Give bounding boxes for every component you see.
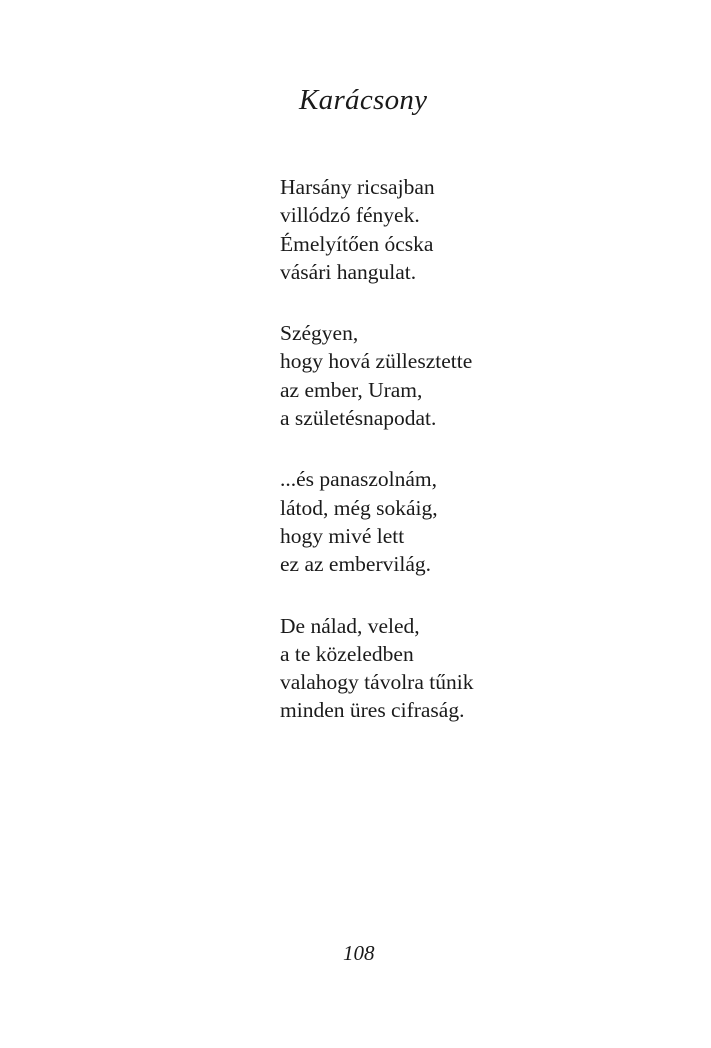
poem-line: vásári hangulat.	[280, 259, 417, 284]
poem-line: hogy mivé lett	[280, 523, 405, 548]
stanza-1	[280, 173, 680, 286]
poem-line: az ember, Uram,	[280, 377, 423, 402]
page-number: 108	[343, 941, 375, 965]
poem-line: ez az embervilág.	[280, 552, 432, 577]
poem-line: Szégyen,	[280, 321, 359, 346]
poem-line: valahogy távolra tűnik	[280, 670, 474, 695]
poem-line: a te közeledben	[280, 641, 414, 666]
poem-line: ...és panaszolnám,	[280, 467, 438, 492]
stanza-2	[280, 319, 680, 432]
stanza-4	[280, 612, 680, 725]
poem-line: hogy hová züllesztette	[280, 349, 473, 374]
stanza-3	[280, 465, 680, 578]
poem-line: De nálad, veled,	[280, 613, 420, 638]
poem-line: látod, még sokáig,	[280, 495, 438, 520]
poem-title: Karácsony	[299, 84, 428, 116]
poem-line: villódzó fények.	[280, 203, 420, 228]
poem-body	[280, 173, 680, 758]
poem-line: minden üres cifraság.	[280, 698, 465, 723]
poem-line: Harsány ricsajban	[280, 175, 435, 199]
poem-line: Émelyítően ócska	[280, 231, 434, 256]
poem-line: a születésnapodat.	[280, 406, 437, 431]
